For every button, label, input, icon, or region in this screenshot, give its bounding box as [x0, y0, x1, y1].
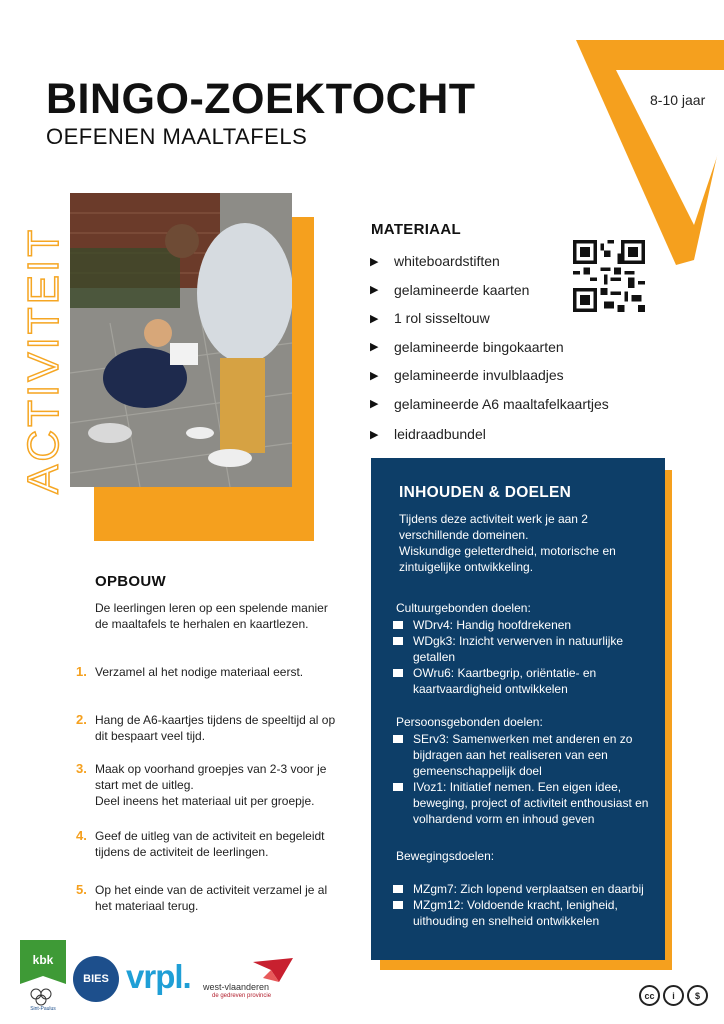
square-bullet-icon	[393, 637, 403, 645]
cultuurgebonden-section	[393, 600, 663, 697]
step-item: 5. Op het einde van de activiteit verzamel je al het materiaal terug.	[76, 882, 328, 913]
square-bullet-icon	[393, 901, 403, 909]
vrpl-logo: vrpl.	[126, 958, 191, 995]
step-item: 1. Verzamel al het nodige materiaal eerst.	[76, 664, 304, 679]
persoonsgebonden-section	[393, 714, 663, 827]
goal-item: OWru6: Kaartbegrip, oriëntatie- en kaartvaardigheid ontwikkelen	[393, 665, 663, 697]
goal-item: MZgm12: Voldoende kracht, lenigheid, uithouding en snelheid ontwikkelen	[393, 897, 663, 929]
materiaal-item: ▶ gelamineerde invulblaadjes	[370, 367, 564, 384]
bewegingsdoelen-section	[393, 848, 663, 929]
cc-icon: cc	[639, 985, 660, 1006]
opbouw-heading: OPBOUW	[95, 573, 166, 590]
triangle-bullet-icon: ▶	[370, 255, 379, 268]
page-title: BINGO-ZOEKTOCHT	[46, 75, 476, 123]
square-bullet-icon	[393, 669, 403, 677]
square-bullet-icon	[393, 621, 403, 629]
nc-icon: $	[687, 985, 708, 1006]
materiaal-item: ▶ gelamineerde bingokaarten	[370, 338, 564, 355]
step-number: 4.	[76, 828, 87, 843]
step-number: 1.	[76, 664, 87, 679]
inhouden-intro: Tijdens deze activiteit werk je aan 2 verschillende domeinen. Wiskundige geletterdheid, motorische en zintuigelijke ontwikkeling.	[399, 512, 616, 574]
step-number: 3.	[76, 761, 87, 776]
triangle-bullet-icon: ▶	[370, 284, 379, 297]
materiaal-item: ▶ 1 rol sisseltouw	[370, 310, 490, 327]
qr-code-icon[interactable]	[573, 240, 645, 312]
step-item: 4. Geef de uitleg van de activiteit en begeleidt tijdens de activiteit de leerlingen.	[76, 828, 325, 859]
square-bullet-icon	[393, 735, 403, 743]
kbk-logo-text: kbk	[32, 953, 54, 967]
bies-logo: BIES	[73, 956, 119, 1002]
triangle-bullet-icon: ▶	[370, 428, 379, 441]
goal-item: IVoz1: Initiatief nemen. Een eigen idee, beweging, project of activiteit enthousiast en volhardend vorm en inhoud geven	[393, 779, 663, 827]
triangle-bullet-icon: ▶	[370, 369, 379, 382]
goal-item: WDgk3: Inzicht verwerven in natuurlijke getallen	[393, 633, 663, 665]
page-subtitle: OEFENEN MAALTAFELS	[46, 124, 308, 149]
activiteit-vertical-label: ACTIVITEIT	[19, 226, 68, 494]
step-item: 2. Hang de A6-kaartjes tijdens de speeltijd al op dit bespaart veel tijd.	[76, 712, 336, 743]
creative-commons-badge	[639, 985, 708, 1006]
square-bullet-icon	[393, 885, 403, 893]
opbouw-intro: De leerlingen leren op een spelende manier de maaltafels te herhalen en kaartlezen.	[95, 601, 328, 631]
inhouden-heading: INHOUDEN & DOELEN	[399, 484, 572, 501]
age-label: 8-10 jaar	[650, 92, 706, 108]
goal-item: WDrv4: Handig hoofdrekenen	[393, 617, 663, 633]
section-heading: Persoonsgebonden doelen:	[396, 715, 543, 729]
triangle-bullet-icon: ▶	[370, 398, 379, 411]
materiaal-item: ▶ leidraadbundel	[370, 426, 486, 443]
triangle-bullet-icon: ▶	[370, 312, 379, 325]
materiaal-item: ▶ gelamineerde kaarten	[370, 281, 530, 298]
goal-item: SErv3: Samenwerken met anderen en zo bijdragen aan het realiseren van een gemeenschappelijk doel	[393, 731, 663, 779]
materiaal-heading: MATERIAAL	[371, 221, 461, 238]
by-icon: i	[663, 985, 684, 1006]
materiaal-item: ▶ gelamineerde A6 maaltafelkaartjes	[370, 395, 609, 412]
kbk-sub-text: Sint-Paulus	[30, 1006, 56, 1012]
square-bullet-icon	[393, 783, 403, 791]
triangle-bullet-icon: ▶	[370, 341, 379, 354]
materiaal-item: ▶ whiteboardstiften	[370, 253, 500, 270]
activity-photo	[70, 193, 292, 487]
west-vlaanderen-logo: west-vlaanderen de gedreven provincie	[203, 958, 295, 1002]
inhouden-doelen-panel	[371, 458, 665, 960]
orange-triangle-decoration	[576, 40, 724, 270]
section-heading: Bewegingsdoelen:	[396, 849, 495, 863]
kbk-logo	[20, 940, 66, 1012]
section-heading: Cultuurgebonden doelen:	[396, 601, 531, 615]
step-item: 3. Maak op voorhand groepjes van 2-3 voor je start met de uitleg. Deel ineens het materiaal uit per groepje.	[76, 761, 327, 808]
goal-item: MZgm7: Zich lopend verplaatsen en daarbij	[393, 881, 663, 897]
step-number: 5.	[76, 882, 87, 897]
step-number: 2.	[76, 712, 87, 727]
